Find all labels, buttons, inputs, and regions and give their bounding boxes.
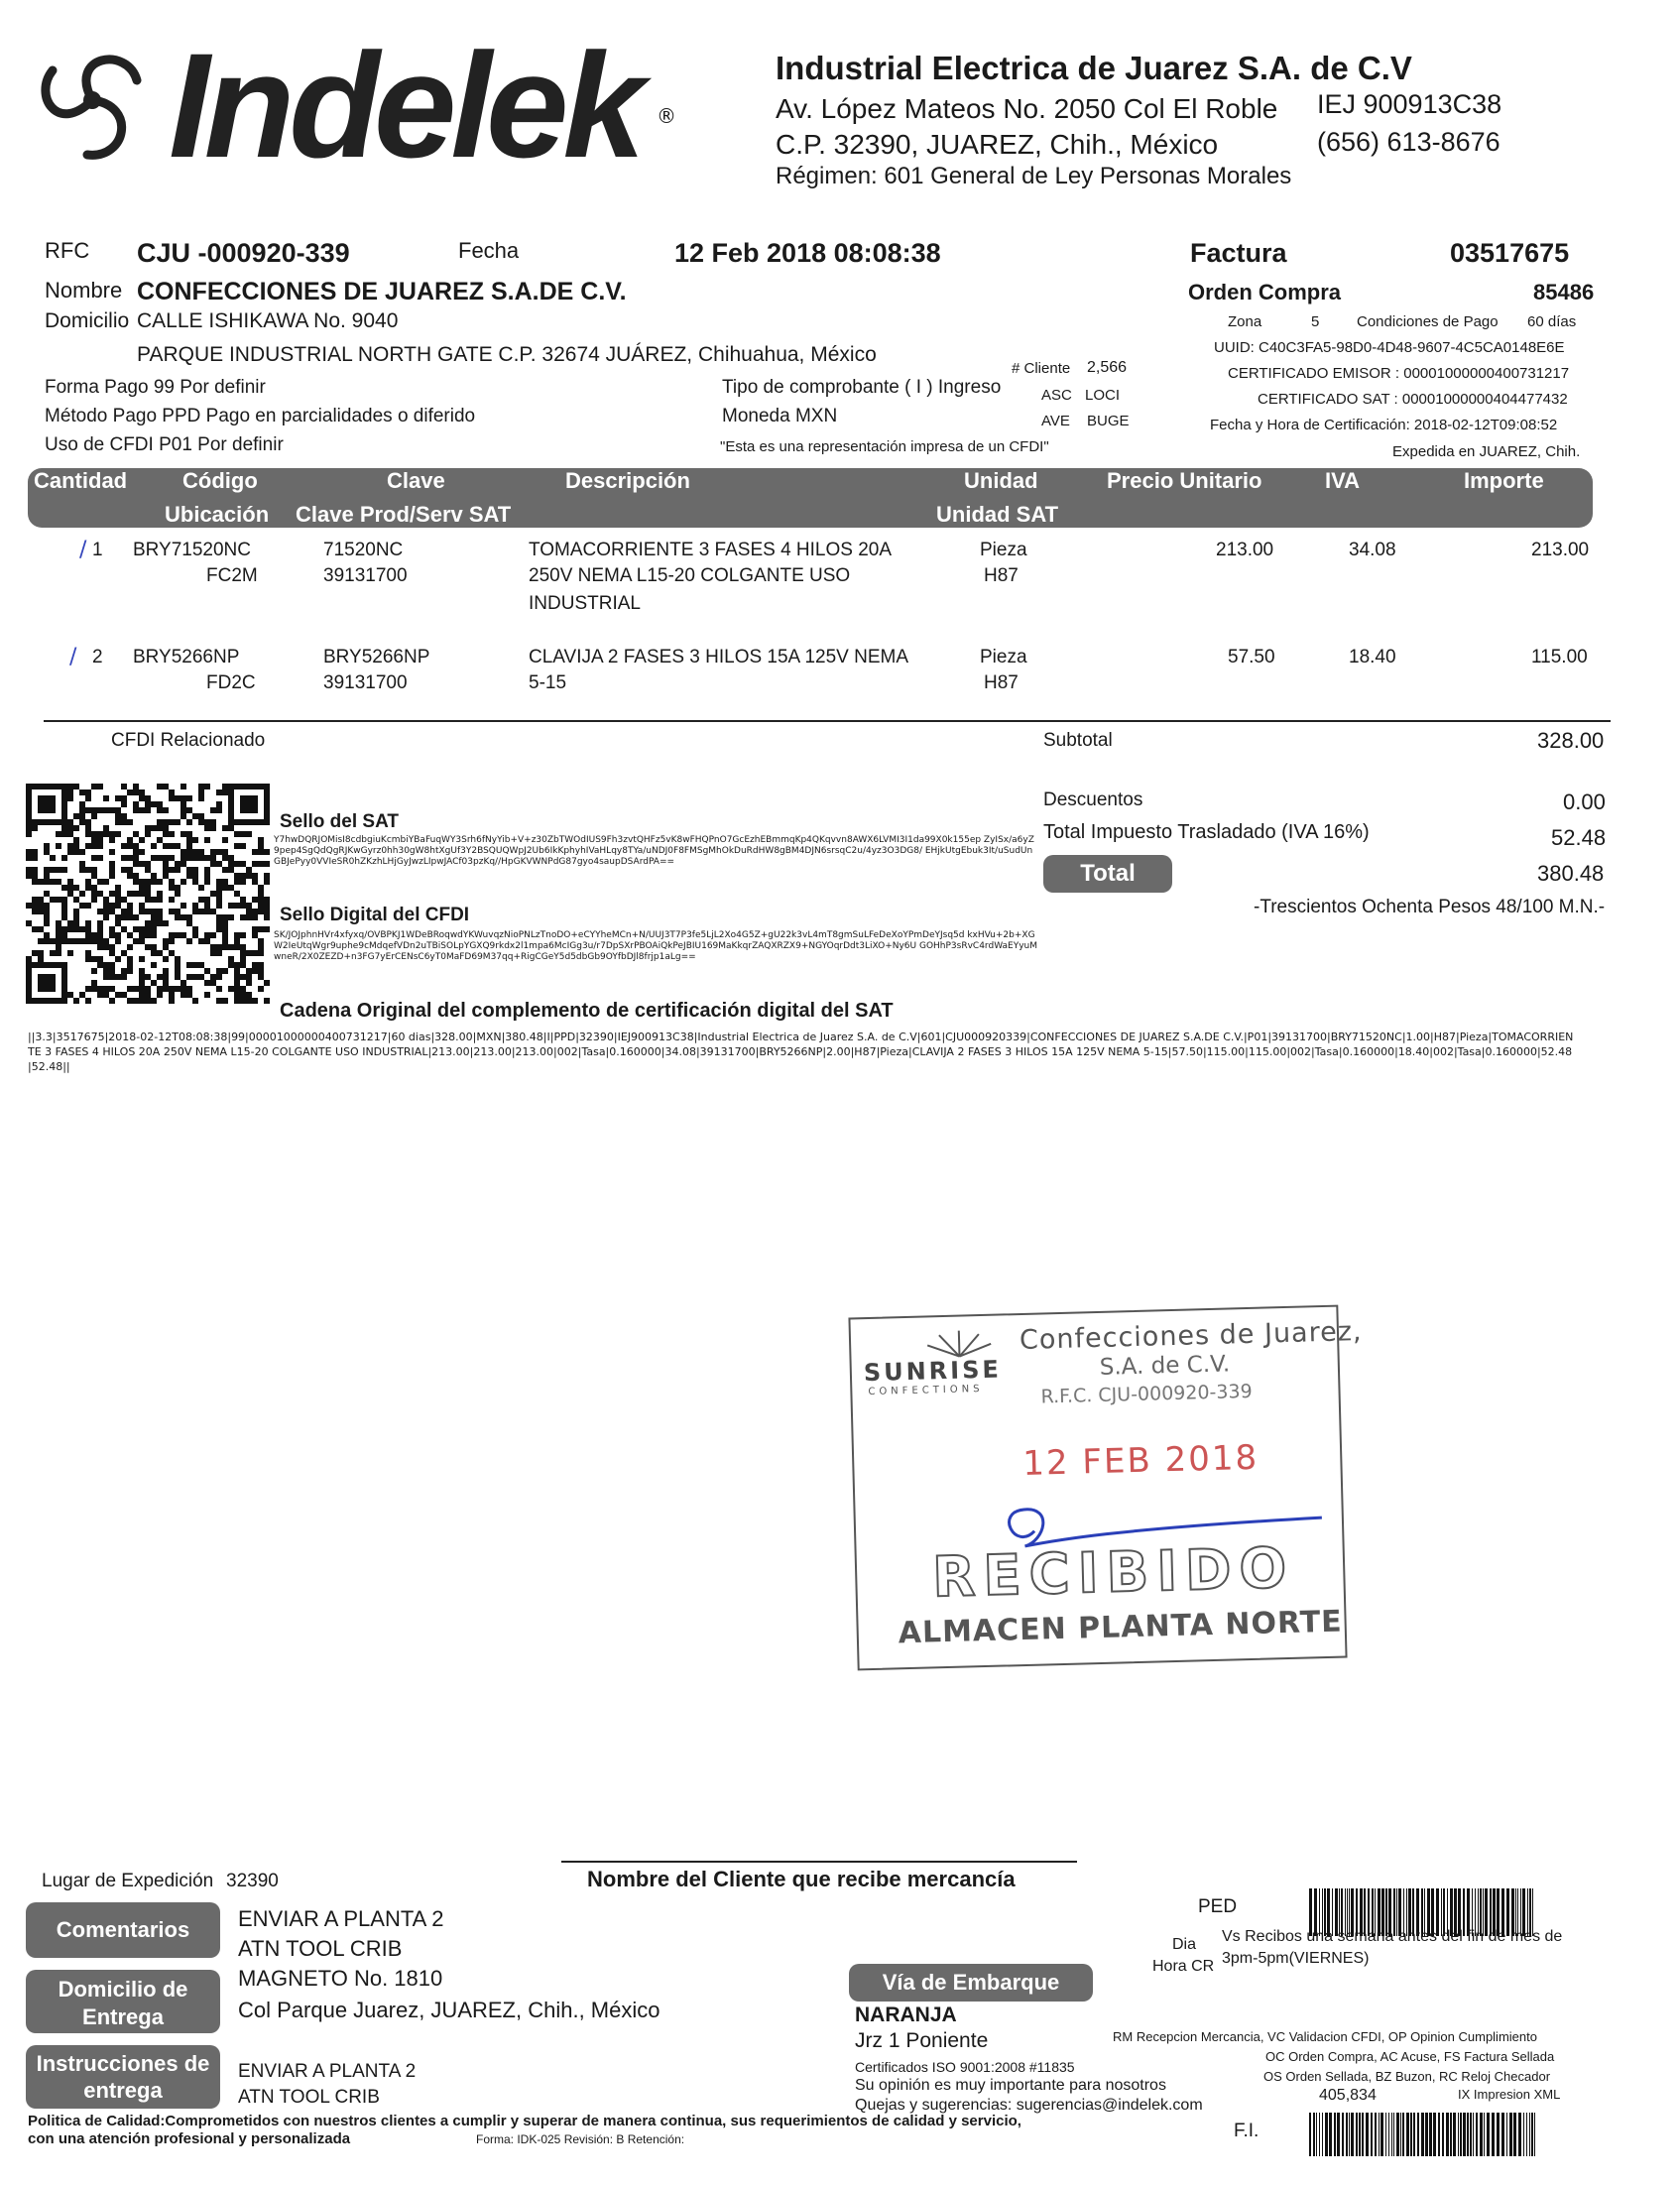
expedida-en: Expedida en JUAREZ, Chih.: [1392, 443, 1581, 460]
recibos-text: Vs Recibos una semana antes del fin de mes de: [1222, 1928, 1563, 1945]
orden-number: 85486: [1533, 280, 1595, 304]
stamp-recibido: RECIBIDO: [931, 1535, 1295, 1611]
customer-name: CONFECCIONES DE JUAREZ S.A.DE C.V.: [137, 278, 627, 305]
zona-value: 5: [1311, 313, 1320, 330]
qr-code-icon: [26, 784, 274, 1007]
row-precio: 213.00: [1216, 540, 1274, 560]
row-unidad: Pieza: [980, 540, 1027, 560]
invoice-date: 12 Feb 2018 08:08:38: [674, 238, 941, 268]
row-cantidad: 1: [92, 540, 103, 560]
impuesto-value: 52.48: [1551, 825, 1607, 850]
sun-icon: [924, 1328, 995, 1360]
header-precio-unitario: Precio Unitario: [1107, 468, 1262, 493]
company-phone: (656) 613-8676: [1317, 127, 1500, 157]
stamp-company2: S.A. de C.V.: [1099, 1351, 1231, 1381]
sello-sat-label: Sello del SAT: [280, 811, 400, 832]
hora-label: Hora CR: [1152, 1958, 1215, 1975]
signature-line: [561, 1861, 1077, 1863]
fi-label: F.I.: [1234, 2121, 1260, 2141]
row-cantidad: 2: [92, 647, 103, 668]
cfdi-relacionado: CFDI Relacionado: [111, 730, 266, 751]
zona-label: Zona: [1228, 313, 1262, 330]
company-rfc: IEJ 900913C38: [1317, 89, 1502, 119]
cadena-original-value: ||3.3|3517675|2018-02-12T08:08:38|99|00001000000400731217|60 dias|328.00|MXN|380.48|I|PPD|32390|IEJ900913C38|Industrial Electrica de Juarez S.A. de C.V|601|CJU000920339|CONFECCIONES DE JUAREZ S.A.DE C.V.|P01|39131700|BRY71520NC|1.00|H87|Pieza|TOMACORRIENTE 3 FASES 4 HILOS 20A 250V NEMA L15-20 COLGANTE USO INDUSTRIAL|213.00|213.00|213.00|002|Tasa|0.160000|34.08|39131700|BRY5266NP|2.00|H87|Pieza|CLAVIJA 2 FASES 3 HILOS 15A 125V NEMA 5-15|57.50|115.00|115.00|002|Tasa|0.160000|18.40|002|Tasa|0.160000|52.48|52.48||: [28, 1031, 1574, 1073]
row-descripcion-3: INDUSTRIAL: [529, 593, 641, 614]
row-ubicacion: FD2C: [206, 672, 256, 693]
stamp-company1: Confecciones de Juarez,: [1019, 1315, 1363, 1357]
domicilio-line1: MAGNETO No. 1810: [238, 1966, 443, 1991]
asc-label: ASC: [1041, 387, 1072, 404]
stamp-almacen: ALMACEN PLANTA NORTE: [898, 1604, 1344, 1651]
domicilio-label: Domicilio: [45, 309, 130, 332]
ped-label: PED: [1198, 1896, 1238, 1917]
asc-value: LOCI: [1085, 387, 1121, 404]
row-unidad-sat: H87: [984, 565, 1019, 586]
row-descripcion-2: 5-15: [529, 672, 567, 693]
cliente-label: # Cliente: [1012, 360, 1071, 377]
moneda: Moneda MXN: [722, 406, 838, 426]
instrucciones-entrega-text: Instrucciones de entrega: [36, 2051, 210, 2103]
factura-label: Factura: [1190, 238, 1287, 268]
row-descripcion-2: 250V NEMA L15-20 COLGANTE USO: [529, 565, 851, 586]
company-address2: C.P. 32390, JUAREZ, Chih., México: [776, 129, 1219, 160]
descuentos-label: Descuentos: [1043, 789, 1143, 810]
customer-address1: CALLE ISHIKAWA No. 9040: [137, 309, 399, 332]
row-unidad-sat: H87: [984, 672, 1019, 693]
impuesto-label: Total Impuesto Trasladado (IVA 16%): [1043, 821, 1370, 843]
header-ubicacion: Ubicación: [165, 502, 270, 527]
table-divider: [44, 720, 1611, 722]
forma-revision: Forma: IDK-025 Revisión: B Retención:: [476, 2132, 685, 2146]
condiciones-label: Condiciones de Pago: [1357, 313, 1499, 330]
company-regimen: Régimen: 601 General de Ley Personas Morales: [776, 163, 1292, 189]
via-embarque-sub: Jrz 1 Poniente: [855, 2029, 989, 2052]
condiciones-value: 60 días: [1527, 313, 1577, 330]
subtotal-value: 328.00: [1537, 728, 1605, 753]
header-descripcion: Descripción: [565, 468, 690, 493]
domicilio-line2: Col Parque Juarez, JUAREZ, Chih., México: [238, 1998, 660, 2022]
row-importe: 213.00: [1531, 540, 1590, 560]
checkmark-icon: /: [79, 538, 87, 562]
stamp-date: 12 FEB 2018: [1021, 1437, 1260, 1484]
legend-line2: OC Orden Compra, AC Acuse, FS Factura Sellada: [1265, 2049, 1555, 2064]
row-codigo: BRY71520NC: [133, 540, 252, 560]
via-embarque: NARANJA: [855, 2003, 957, 2026]
cert-sat: CERTIFICADO SAT : 00001000000404477432: [1258, 391, 1568, 408]
registered-mark: ®: [657, 104, 676, 128]
row-codigo: BRY5266NP: [133, 647, 240, 668]
comentarios-line2: ATN TOOL CRIB: [238, 1936, 403, 1961]
sello-cfdi-value: SK/JOJphnHVr4xfyxq/OVBPKJ1WDeBRoqwdYKWuvqzNioPNLzTnoDO+eCYYheMCn+N/UUJ3T7P3fe5LjL2Xo4G5Z+gU22k3vL4mT8gmSuLFeDeXoYPmDeYJsq5d kxHVu+2b+XGW2IeUtqWgr9uphe9cMdqefVDn2uTBiSOLpYGXQ9rkdx2l1mpa6McIGg3u/r7DpSXrPBOAiQkPeJBIU169MaKkqrZAQXRZX9+NGYOqrDdt3LiXO+Ny6U GOHhP3sRvC4rdWaEYyuMwneR/2X0ZEZD+n3FG7yErCENsC6yT0MaFD69M37qq+RigCGeY5d5dbGb9OYfbDJl8frjp1aLg==: [274, 930, 1037, 962]
comentarios-label: Comentarios: [26, 1902, 220, 1958]
header-clave: Clave: [387, 468, 445, 493]
header-importe: Importe: [1464, 468, 1544, 493]
row-iva: 18.40: [1349, 647, 1396, 668]
row-ubicacion: FC2M: [206, 565, 258, 586]
factura-number: 03517675: [1450, 238, 1570, 268]
metodo-pago: Método Pago PPD Pago en parcialidades o diferido: [45, 406, 476, 426]
cliente-number: 2,566: [1087, 359, 1128, 376]
politica-calidad: Politica de Calidad:Comprometidos con nuestros clientes a cumplir y superar de manera continua, sus requerimientos de calidad y servicio,: [28, 2113, 1021, 2129]
subtotal-label: Subtotal: [1043, 730, 1113, 751]
uso-cfdi: Uso de CFDI P01 Por definir: [45, 434, 284, 455]
sello-cfdi-label: Sello Digital del CFDI: [280, 905, 470, 925]
iso-cert: Certificados ISO 9001:2008 #11835: [855, 2059, 1075, 2075]
uuid: UUID: C40C3FA5-98D0-4D48-9607-4C5CA0148E6E: [1214, 339, 1565, 356]
tipo-comprobante: Tipo de comprobante ( I ) Ingreso: [722, 377, 1002, 398]
instrucciones-entrega-label: [26, 2045, 220, 2109]
nombre-label: Nombre: [45, 278, 123, 303]
sello-sat-value: Y7hwDQRJOMisI8cdbgiuKcmbiYBaFuqWY3Srh6fNyYib+V+z30ZbTWOdIUS9Fh3zvtQHFz5vK8wFHQPnO7GcEzhEBmmqKp4QKqvvn8AWX6LVMI3I1da99X0k155ep ZyISx/a6yZ9pep4SgQdQgRJKwGyrz0hh30gW8htXgUf3Y2BSQUQWpJ2Ub6IkKphyhIVaHLqy8TYa/uNDJ0F8FMSgMhOkDuRdHW8gBM4DJN6srsqC2u/4yz3O3DG8/ EHjkUtgEbuk3It/uSudUnGBJePyy0VVIeSR0hZKzhLHjGyJwzLIpwJACf03pzKq//HpGKVWNPdG87gyo4saupDSArdPA==: [274, 835, 1034, 867]
stamp-brand: SUNRISE: [863, 1355, 1003, 1388]
received-stamp: [848, 1305, 1363, 1671]
row-clave-sat: 39131700: [323, 565, 408, 586]
fecha-certificacion: Fecha y Hora de Certificación: 2018-02-12T09:08:52: [1210, 417, 1558, 433]
header-clave-prod-sat: Clave Prod/Serv SAT: [296, 502, 512, 527]
barcode-icon: [1309, 2113, 1537, 2156]
rfc-label: RFC: [45, 238, 90, 263]
row-importe: 115.00: [1531, 647, 1588, 668]
legend-line1: RM Recepcion Mercancia, VC Validacion CFDI, OP Opinion Cumplimiento: [1113, 2029, 1537, 2044]
row-clave: 71520NC: [323, 540, 404, 560]
politica-calidad-2: con una atención profesional y personalizada: [28, 2130, 351, 2147]
dia-label: Dia: [1172, 1936, 1197, 1953]
comentarios-line1: ENVIAR A PLANTA 2: [238, 1906, 444, 1931]
orden-label: Orden Compra: [1188, 280, 1342, 304]
total-label: Total: [1043, 855, 1172, 893]
header-unidad: Unidad: [964, 468, 1038, 493]
checkmark-icon: /: [69, 645, 77, 669]
lugar-expedicion-label: Lugar de Expedición: [42, 1871, 214, 1891]
cadena-original-label: Cadena Original del complemento de certificación digital del SAT: [280, 1000, 894, 1022]
domicilio-entrega-text: Domicilio de Entrega: [58, 1977, 188, 2029]
row-descripcion-1: CLAVIJA 2 FASES 3 HILOS 15A 125V NEMA: [529, 647, 909, 668]
indelek-swirl-icon: [28, 36, 157, 165]
customer-address2: PARQUE INDUSTRIAL NORTH GATE C.P. 32674 JUÁREZ, Chihuahua, México: [137, 343, 877, 366]
opinion-text: Su opinión es muy importante para nosotros: [855, 2077, 1166, 2094]
total-en-letra: -Trescientos Ochenta Pesos 48/100 M.N.-: [1254, 897, 1606, 917]
instrucciones-line2: ATN TOOL CRIB: [238, 2087, 380, 2108]
representacion-impresa: "Esta es una representación impresa de un CFDI": [720, 438, 1049, 455]
company-logo: Indelek: [169, 22, 640, 188]
row-descripcion-1: TOMACORRIENTE 3 FASES 4 HILOS 20A: [529, 540, 893, 560]
instrucciones-line1: ENVIAR A PLANTA 2: [238, 2061, 417, 2082]
stamp-brand-sub: CONFECTIONS: [868, 1383, 984, 1398]
header-iva: IVA: [1325, 468, 1361, 493]
company-address1: Av. López Mateos No. 2050 Col El Roble: [776, 93, 1278, 124]
fecha-label: Fecha: [458, 238, 520, 263]
cert-emisor: CERTIFICADO EMISOR : 00001000000400731217: [1228, 365, 1570, 382]
company-name: Industrial Electrica de Juarez S.A. de C.V: [776, 50, 1412, 86]
row-clave: BRY5266NP: [323, 647, 430, 668]
lugar-expedicion: 32390: [226, 1871, 279, 1891]
recibos-horario: 3pm-5pm(VIERNES): [1222, 1950, 1370, 1967]
stamp-rfc: R.F.C. CJU-000920-339: [1040, 1380, 1253, 1408]
ave-value: BUGE: [1087, 413, 1130, 429]
descuentos-value: 0.00: [1563, 789, 1606, 814]
row-clave-sat: 39131700: [323, 672, 408, 693]
customer-rfc: CJU -000920-339: [137, 238, 350, 268]
row-iva: 34.08: [1349, 540, 1396, 560]
header-codigo: Código: [182, 468, 258, 493]
quejas-text: Quejas y sugerencias: sugerencias@indelek.com: [855, 2097, 1203, 2114]
total-value: 380.48: [1537, 861, 1605, 886]
ave-label: AVE: [1041, 413, 1070, 429]
cliente-recibe-label: Nombre del Cliente que recibe mercancía: [587, 1867, 1016, 1891]
header-cantidad: Cantidad: [34, 468, 128, 493]
header-unidad-sat: Unidad SAT: [936, 502, 1059, 527]
folio-number: 405,834: [1319, 2087, 1377, 2104]
row-unidad: Pieza: [980, 647, 1027, 668]
impresion-xml: IX Impresion XML: [1458, 2087, 1561, 2102]
via-embarque-label: Vía de Embarque: [849, 1964, 1093, 2002]
row-precio: 57.50: [1228, 647, 1275, 668]
legend-line3: OS Orden Sellada, BZ Buzon, RC Reloj Checador: [1263, 2069, 1551, 2084]
forma-pago: Forma Pago 99 Por definir: [45, 377, 266, 398]
domicilio-entrega-label: [26, 1970, 220, 2033]
